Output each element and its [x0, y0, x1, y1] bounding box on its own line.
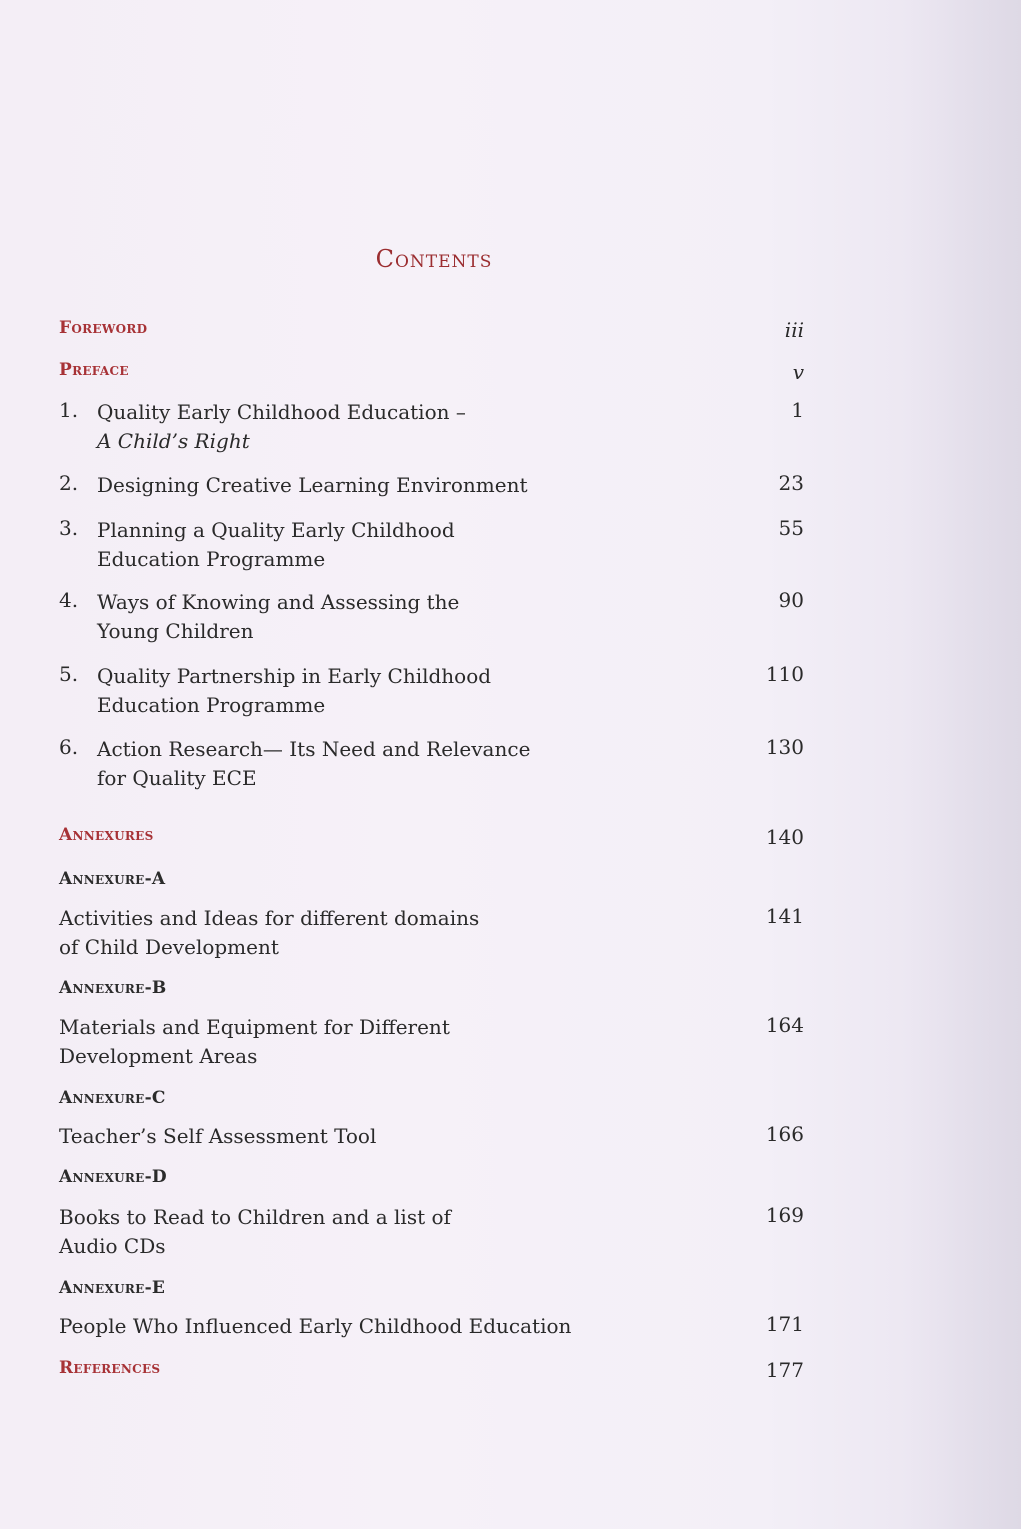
annexure-title-line: of Child Development — [59, 935, 279, 959]
annexures-page: 140 — [765, 825, 804, 849]
foreword-heading: Foreword — [59, 318, 148, 338]
page-title: Contents — [375, 245, 493, 273]
annexure-c-heading — [59, 1088, 804, 1108]
toc-entry-annexure-a[interactable] — [59, 904, 804, 964]
chapter-title — [97, 588, 617, 646]
chapter-page: 110 — [765, 662, 804, 686]
chapter-number: 5. — [59, 662, 79, 686]
annexure-title — [59, 1013, 659, 1071]
annexure-e-heading — [59, 1278, 804, 1298]
chapter-page: 90 — [778, 588, 804, 612]
toc-entry-chapter-5[interactable] — [59, 662, 804, 722]
annexure-title — [59, 1122, 659, 1151]
chapter-title-line: Young Children — [97, 619, 254, 643]
annexure-d-heading — [59, 1167, 804, 1187]
toc-entry-foreword[interactable] — [59, 318, 804, 342]
chapter-subtitle: A Child’s Right — [97, 429, 250, 453]
toc-entry-annexure-b[interactable] — [59, 1013, 804, 1073]
annexure-b-heading — [59, 978, 804, 998]
toc-entry-chapter-3[interactable] — [59, 516, 804, 576]
chapter-title — [97, 735, 617, 793]
references-heading: References — [59, 1358, 161, 1378]
chapter-number: 4. — [59, 588, 79, 612]
chapter-page: 55 — [778, 516, 804, 540]
toc-entry-annexure-d[interactable] — [59, 1203, 804, 1263]
chapter-title-line: Quality Partnership in Early Childhood — [97, 664, 492, 688]
chapter-page: 23 — [778, 471, 804, 495]
toc-entry-annexure-c[interactable] — [59, 1122, 804, 1152]
chapter-title-line: Ways of Knowing and Assessing the — [97, 590, 460, 614]
chapter-title — [97, 398, 617, 456]
toc-entry-annexures[interactable] — [59, 825, 804, 849]
toc-entry-preface[interactable] — [59, 360, 804, 384]
annexure-a-heading — [59, 869, 804, 889]
toc-entry-chapter-6[interactable] — [59, 735, 804, 795]
chapter-title-line: Designing Creative Learning Environment — [97, 473, 528, 497]
chapter-title — [97, 662, 617, 720]
annexure-title — [59, 904, 659, 962]
annexure-heading: Annexure-B — [59, 978, 167, 998]
annexure-title-line: People Who Influenced Early Childhood Education — [59, 1314, 572, 1338]
chapter-title-line: Education Programme — [97, 547, 326, 571]
annexure-title-line: Books to Read to Children and a list of — [59, 1205, 451, 1229]
toc-entry-chapter-2[interactable] — [59, 471, 804, 501]
annexure-title-line: Materials and Equipment for Different — [59, 1015, 450, 1039]
references-page: 177 — [765, 1358, 804, 1382]
annexure-page: 141 — [765, 904, 804, 928]
annexure-title-line: Teacher’s Self Assessment Tool — [59, 1124, 377, 1148]
annexure-title-line: Activities and Ideas for different domains — [59, 906, 480, 930]
chapter-page: 130 — [765, 735, 804, 759]
chapter-title — [97, 471, 617, 500]
chapter-title-line: Planning a Quality Early Childhood — [97, 518, 455, 542]
annexure-title — [59, 1203, 659, 1261]
annexure-heading: Annexure-E — [59, 1278, 166, 1298]
chapter-number: 3. — [59, 516, 79, 540]
annexure-title — [59, 1312, 699, 1341]
chapter-title-line: Quality Early Childhood Education – — [97, 400, 466, 424]
annexure-page: 169 — [765, 1203, 804, 1227]
chapter-number: 1. — [59, 398, 79, 422]
toc-entry-references[interactable] — [59, 1358, 804, 1382]
toc-entry-chapter-4[interactable] — [59, 588, 804, 648]
toc-entry-chapter-1[interactable] — [59, 398, 804, 458]
toc-entry-annexure-e[interactable] — [59, 1312, 804, 1342]
annexure-heading: Annexure-C — [59, 1088, 166, 1108]
page-edge-shadow — [901, 0, 1021, 1529]
annexure-heading: Annexure-D — [59, 1167, 167, 1187]
annexures-heading: Annexures — [59, 825, 154, 845]
annexure-heading: Annexure-A — [59, 869, 166, 889]
annexure-title-line: Development Areas — [59, 1044, 258, 1068]
chapter-page: 1 — [791, 398, 804, 422]
preface-page: v — [792, 360, 804, 384]
chapter-number: 6. — [59, 735, 79, 759]
annexure-title-line: Audio CDs — [59, 1234, 166, 1258]
annexure-page: 164 — [765, 1013, 804, 1037]
foreword-page: iii — [784, 318, 804, 342]
annexure-page: 166 — [765, 1122, 804, 1146]
chapter-title-line: Action Research— Its Need and Relevance — [97, 737, 531, 761]
preface-heading: Preface — [59, 360, 129, 380]
chapter-title-line: for Quality ECE — [97, 766, 257, 790]
chapter-number: 2. — [59, 471, 79, 495]
chapter-title — [97, 516, 617, 574]
chapter-title-line: Education Programme — [97, 693, 326, 717]
annexure-page: 171 — [765, 1312, 804, 1336]
